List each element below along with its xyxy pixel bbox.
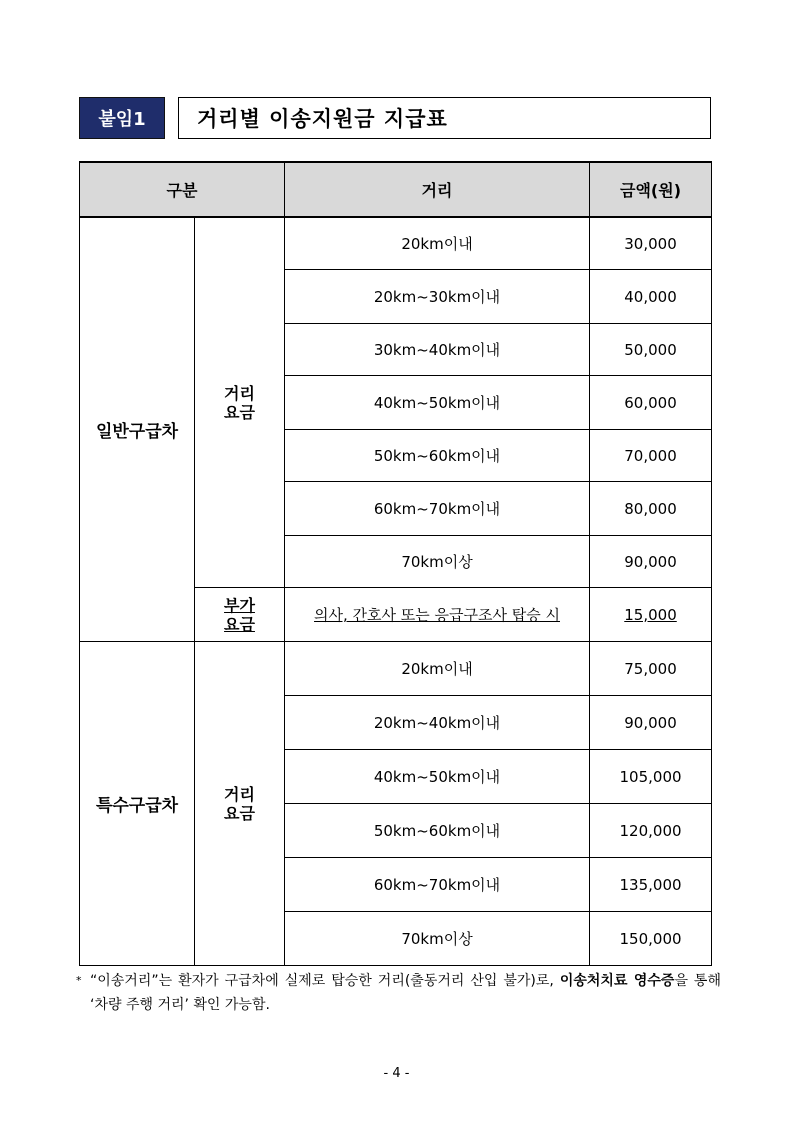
amount-cell: 40,000 [590,270,712,324]
fee-table [79,161,712,966]
amount-cell: 70,000 [590,430,712,482]
footnote-text: “이송거리”는 환자가 구급차에 실제로 탑승한 거리(출동거리 산입 불가)로, [90,973,560,989]
amount-cell: 75,000 [590,642,712,696]
distance-fee-label: 거리 요금 [195,642,285,966]
category-special: 특수구급차 [80,642,195,966]
page-number: - 4 - [383,1066,410,1081]
footnote-marker: * [76,974,82,987]
amount-cell: 135,000 [590,858,712,912]
distance-cell: 20km이내 [285,217,590,270]
column-header-amount: 금액(원) [590,162,712,217]
distance-cell: 20km이내 [285,642,590,696]
category-general: 일반구급차 [80,217,195,642]
distance-cell: 20km~30km이내 [285,270,590,324]
distance-fee-label: 거리 요금 [195,217,285,588]
extra-fee-label: 부가 요금 [195,588,285,642]
distance-cell: 70km이상 [285,912,590,966]
amount-cell: 150,000 [590,912,712,966]
footnote-text-end: 을 통해 ‘차량 주행 거리’ 확인 가능함. [90,973,721,1013]
table-row [80,642,712,696]
table-header-row [80,162,712,217]
distance-cell: 30km~40km이내 [285,324,590,376]
amount-cell: 120,000 [590,804,712,858]
distance-cell: 40km~50km이내 [285,750,590,804]
extra-fee-amount: 15,000 [590,588,712,642]
distance-cell: 50km~60km이내 [285,804,590,858]
amount-cell: 30,000 [590,217,712,270]
distance-cell: 50km~60km이내 [285,430,590,482]
amount-cell: 90,000 [590,536,712,588]
amount-cell: 60,000 [590,376,712,430]
attachment-badge: 붙임1 [79,97,165,139]
amount-cell: 105,000 [590,750,712,804]
table-row [80,217,712,270]
amount-cell: 50,000 [590,324,712,376]
column-header-distance: 거리 [285,162,590,217]
footnote [76,969,721,1017]
document-title: 거리별 이송지원금 지급표 [178,97,711,139]
distance-cell: 60km~70km이내 [285,482,590,536]
distance-cell: 70km이상 [285,536,590,588]
distance-cell: 20km~40km이내 [285,696,590,750]
attachment-header [79,97,711,139]
distance-cell: 60km~70km이내 [285,858,590,912]
amount-cell: 80,000 [590,482,712,536]
amount-cell: 90,000 [590,696,712,750]
extra-fee-condition: 의사, 간호사 또는 응급구조사 탑승 시 [285,588,590,642]
footnote-emphasis: 이송처치료 영수증 [559,973,675,989]
distance-cell: 40km~50km이내 [285,376,590,430]
column-header-category: 구분 [80,162,285,217]
